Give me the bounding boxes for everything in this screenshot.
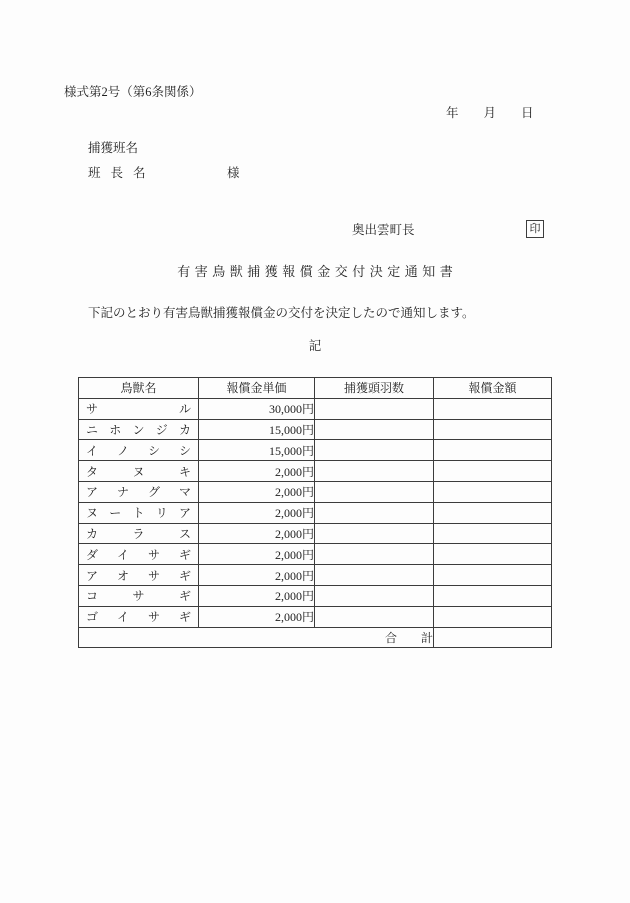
amount-cell xyxy=(434,398,552,419)
animal-name: サ ル xyxy=(86,402,191,417)
unit-price-cell: 2,000円 xyxy=(199,585,315,606)
leader-name-label: 班長名 xyxy=(88,166,156,180)
animal-name: コ サ ギ xyxy=(86,589,191,604)
capture-count-cell xyxy=(315,544,434,565)
table-row xyxy=(79,440,552,461)
header-amount: 報償金額 xyxy=(434,378,552,399)
animal-name: カ ラ ス xyxy=(86,526,191,541)
capture-count-cell xyxy=(315,565,434,586)
unit-price-cell: 2,000円 xyxy=(199,461,315,482)
total-amount-cell xyxy=(434,627,552,648)
table-row xyxy=(79,544,552,565)
capture-count-cell xyxy=(315,585,434,606)
unit-price-cell: 2,000円 xyxy=(199,544,315,565)
unit-price-cell: 2,000円 xyxy=(199,565,315,586)
compensation-table xyxy=(78,377,552,648)
issuer-mayor-name: 奥出雲町長 xyxy=(352,223,415,237)
amount-cell xyxy=(434,585,552,606)
unit-price-cell: 2,000円 xyxy=(199,481,315,502)
animal-name-cell xyxy=(79,544,199,565)
unit-price-cell: 2,000円 xyxy=(199,606,315,627)
form-number: 様式第2号（第6条関係） xyxy=(64,85,202,99)
animal-name-cell xyxy=(79,461,199,482)
unit-price-cell: 2,000円 xyxy=(199,523,315,544)
table-row xyxy=(79,461,552,482)
unit-price-cell: 30,000円 xyxy=(199,398,315,419)
table-row xyxy=(79,398,552,419)
amount-cell xyxy=(434,481,552,502)
animal-name: ゴ イ サ ギ xyxy=(86,610,191,625)
capture-count-cell xyxy=(315,481,434,502)
animal-name-cell xyxy=(79,481,199,502)
capture-count-cell xyxy=(315,461,434,482)
animal-name: ヌ ー ト リ ア xyxy=(86,506,191,521)
amount-cell xyxy=(434,523,552,544)
unit-price-cell: 2,000円 xyxy=(199,502,315,523)
header-animal-name: 鳥獣名 xyxy=(79,378,199,399)
animal-name-cell xyxy=(79,606,199,627)
document-title: 有害鳥獣捕獲報償金交付決定通知書 xyxy=(177,264,458,279)
animal-name: ア オ サ ギ xyxy=(86,568,191,583)
table-row xyxy=(79,585,552,606)
amount-cell xyxy=(434,502,552,523)
capture-group-name-label: 捕獲班名 xyxy=(88,141,139,155)
table-header-row xyxy=(79,378,552,399)
capture-count-cell xyxy=(315,502,434,523)
record-mark: 記 xyxy=(308,339,322,353)
capture-count-cell xyxy=(315,606,434,627)
animal-name: イ ノ シ シ xyxy=(86,443,191,458)
animal-name-cell xyxy=(79,523,199,544)
animal-name: ア ナ グ マ xyxy=(86,485,191,500)
animal-name-cell xyxy=(79,585,199,606)
table-row xyxy=(79,502,552,523)
capture-count-cell xyxy=(315,419,434,440)
animal-name-cell xyxy=(79,398,199,419)
header-unit-price: 報償金単価 xyxy=(199,378,315,399)
total-label-cell: 合 計 xyxy=(79,627,434,648)
body-text: 下記のとおり有害鳥獣捕獲報償金の交付を決定したので通知します。 xyxy=(88,306,475,320)
amount-cell xyxy=(434,419,552,440)
amount-cell xyxy=(434,544,552,565)
animal-name: ダ イ サ ギ xyxy=(86,547,191,562)
table-row xyxy=(79,565,552,586)
capture-count-cell xyxy=(315,523,434,544)
capture-count-cell xyxy=(315,440,434,461)
table-row xyxy=(79,481,552,502)
seal-mark-box: 印 xyxy=(526,220,544,238)
date-line: 年 月 日 xyxy=(446,106,534,120)
amount-cell xyxy=(434,606,552,627)
animal-name: ニ ホ ン ジ カ xyxy=(86,422,191,437)
amount-cell xyxy=(434,461,552,482)
honorific-sama: 様 xyxy=(227,166,240,180)
animal-name-cell xyxy=(79,502,199,523)
table-row xyxy=(79,606,552,627)
animal-name-cell xyxy=(79,440,199,461)
capture-count-cell xyxy=(315,398,434,419)
unit-price-cell: 15,000円 xyxy=(199,419,315,440)
animal-name-cell xyxy=(79,419,199,440)
unit-price-cell: 15,000円 xyxy=(199,440,315,461)
header-capture-count: 捕獲頭羽数 xyxy=(315,378,434,399)
table-row xyxy=(79,419,552,440)
table-total-row xyxy=(79,627,552,648)
animal-name: タ ヌ キ xyxy=(86,464,191,479)
table-row xyxy=(79,523,552,544)
amount-cell xyxy=(434,565,552,586)
amount-cell xyxy=(434,440,552,461)
animal-name-cell xyxy=(79,565,199,586)
